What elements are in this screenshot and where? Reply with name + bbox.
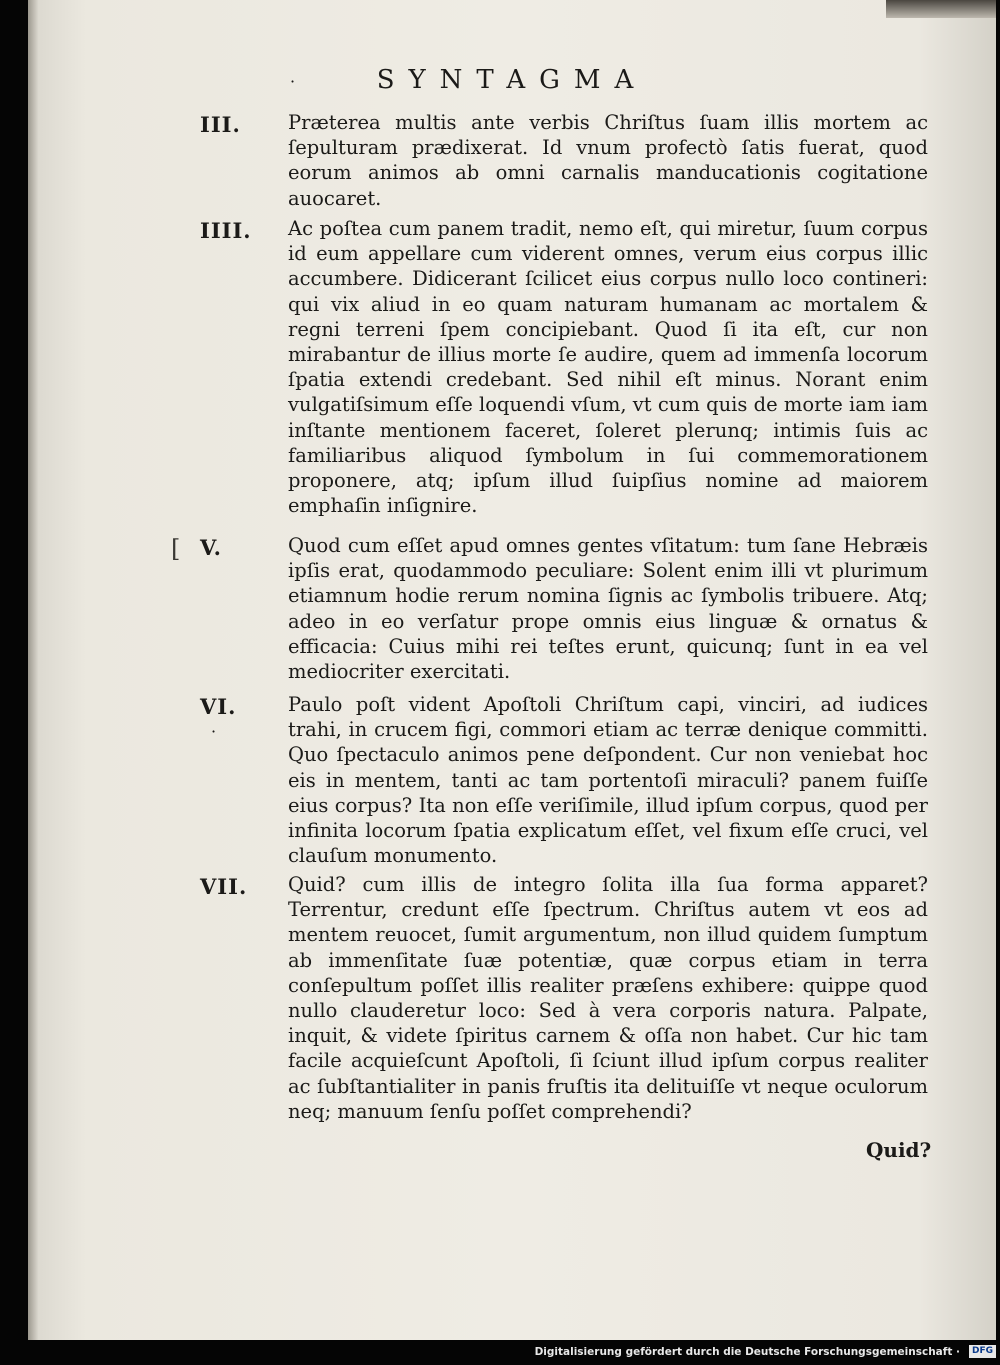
page-gutter-shadow <box>28 0 38 1340</box>
section-numeral: V. <box>200 535 222 560</box>
dfg-logo: DFG <box>969 1345 996 1358</box>
section-numeral: III. <box>200 112 241 137</box>
section-text: Quid? cum illis de integro ſolita illa ſua forma apparet? Terrentur, credunt eſſe ſpectrum. Chriſtus autem vt eos ad mentem reuocet, ſumit argumentum, non illud quidem ſumptum ab immenſitate ſuæ potentiæ, quæ corpus etiam in terra conſepultum poſſet illis realiter præſens exhibere: quippe quod nullo clauderetur loco: Sed à vera corporis natura. Palpate, inquit, & videte ſpiritus carnem & oſſa non habet. Cur hic tam facile acquieſcunt Apoſtoli, ſi ſciunt illud ipſum corpus realiter ac ſubſtantialiter in panis fruſtis ita delituiſſe vt neque oculorum neq; manuum ſenſu poſſet comprehendi? <box>288 873 928 1123</box>
funding-credit: Digitalisierung gefördert durch die Deutsche Forschungsgemeinschaft · <box>534 1346 960 1358</box>
footer-bar <box>0 1340 1000 1365</box>
section-numeral: VII. <box>200 874 248 899</box>
margin-bracket-mark: [ <box>171 535 181 563</box>
section-text: Ac poſtea cum panem tradit, nemo eſt, qui miretur, ſuum corpus id eum appellare cum viderent omnes, verum eius corpus illic accumbere. Didicerant ſcilicet eius corpus nullo loco contineri: qui vix aliud in eo quam naturam humanam ac mortalem & regni terreni ſpem concipiebant. Quod ſi ita eſt, cur non mirabantur de illius morte ſe audire, quem ad immenſa locorum ſpatia extendi credebant. Sed nihil eſt minus. Norant enim vulgatiſsimum eſſe loquendi vſum, vt cum quis de morte iam iam inſtante mentionem faceret, ſoleret plerunq; intimis ſuis ac familiaribus aliquod ſymbolum in ſui commemorationem proponere, atq; ipſum illud ſuipſius nomine ad maiorem emphaſin inſignire. <box>288 217 928 518</box>
section-text: Paulo poſt vident Apoſtoli Chriſtum capi, vinciri, ad iudices trahi, in crucem figi, commori etiam ac terræ denique committi. Quo ſpectaculo animos pene deſpondent. Cur non veniebat hoc eis in mentem, tanti ac tam portentoſi miraculi? panem fuiſſe eius corpus? Ita non eſſe veriſimile, illud ipſum corpus, quod per infinita locorum ſpatia explicatum eſſet, vel fixum eſſe cruci, vel clauſum monumento. <box>288 693 928 868</box>
section-text: Quod cum eſſet apud omnes gentes vſitatum: tum ſane Hebræis ipſis erat, quodammodo peculiare: Solent enim illi vt plurimum etiamnum hodie rerum nomina ſignis ac ſymbolis tribuere. Atq; adeo in eo verſatur prope omnis eius linguæ & ornatus & efficacia: Cuius mihi rei teſtes erunt, quicunq; ſunt in ea vel mediocriter exercitati. <box>288 534 928 684</box>
margin-dot: · <box>211 722 217 741</box>
section-numeral: IIII. <box>200 218 252 243</box>
folio-dot: · <box>290 72 296 91</box>
section-text: Præterea multis ante verbis Chriſtus ſuam illis mortem ac ſepulturam prædixerat. Id vnum profectò ſatis fuerat, quod eorum animos ab omni carnalis manducationis cogitatione auocaret. <box>288 111 928 210</box>
book-page <box>28 0 996 1340</box>
running-head: SYNTAGMA <box>376 65 648 95</box>
catchword: Quid? <box>866 1138 932 1162</box>
page-corner-shadow <box>886 0 996 18</box>
section-numeral: VI. <box>200 694 237 719</box>
